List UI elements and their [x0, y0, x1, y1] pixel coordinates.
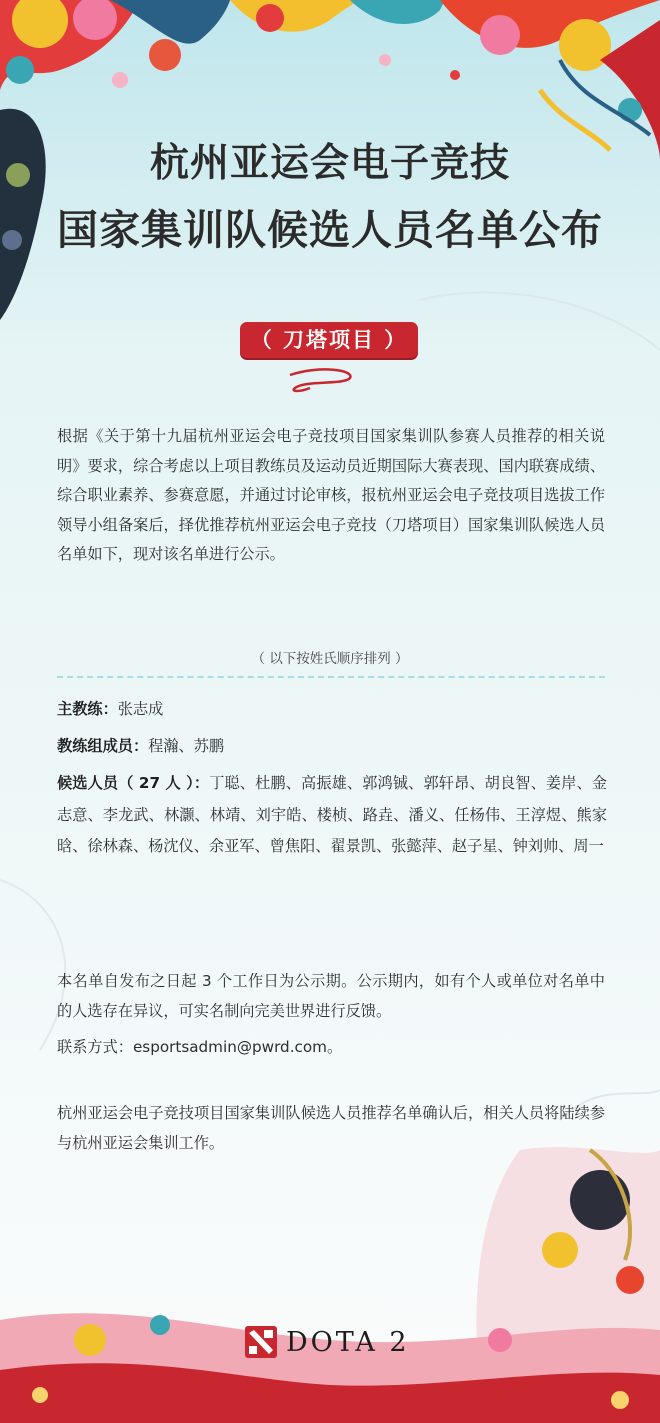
coach-group-names: 程瀚、苏鹏 — [148, 736, 225, 755]
dashed-divider — [57, 676, 605, 678]
intro-paragraph: 根据《关于第十九届杭州亚运会电子竞技项目国家集训队参赛人员推荐的相关说明》要求，综合考虑以上项目教练员及运动员近期国际大赛表现、国内联赛成绩、综合职业素养、参赛意愿，并通过讨论审核，报杭州亚运会电子竞技项目选拔工作领导小组备案后，择优推荐杭州亚运会电子竞技（刀塔项目）国家集训队候选人员名单如下，现对该名单进行公示。 — [57, 427, 605, 563]
publicity-period-paragraph: 本名单自发布之日起 3 个工作日为公示期。公示期内，如有个人或单位对名单中的人选存在异议，可实名制向完美世界进行反馈。 — [57, 972, 605, 1020]
category-badge: （ 刀塔项目 ） — [240, 322, 418, 358]
coach-group-row — [57, 732, 607, 762]
dota2-logo — [244, 1325, 410, 1359]
head-coach-label: 主教练： — [57, 700, 118, 718]
page-title-line-2: 国家集训队候选人员名单公布 — [57, 206, 603, 254]
coach-group-label: 教练组成员： — [57, 736, 149, 755]
candidates-row — [57, 768, 607, 863]
page-title-line-1: 杭州亚运会电子竞技 — [149, 141, 510, 186]
candidates-names: 丁聪、杜鹏、高振雄、郭鸿铖、郭轩昂、胡良智、姜岸、金志意、李龙武、林灏、林靖、刘宇皓、楼桢、路垚、潘义、任杨伟、王淳煜、熊家晗、徐林森、杨沈仪、余亚军、曾焦阳、翟景凯、张懿萍、赵子星、钟刘帅、周一 — [57, 774, 607, 855]
head-coach-name: 张志成 — [117, 700, 164, 718]
head-coach-row — [57, 695, 607, 725]
candidates-label: 候选人员（ 27 人 ）： — [57, 774, 210, 792]
dota-logo-icon — [244, 1325, 278, 1359]
order-note: （ 以下按姓氏顺序排列 ） — [251, 651, 409, 667]
contact-line: 联系方式：esportsadmin@pwrd.com。 — [57, 1038, 343, 1056]
roster-section — [57, 695, 607, 870]
follow-up-paragraph: 杭州亚运会电子竞技项目国家集训队候选人员推荐名单确认后，相关人员将陆续参与杭州亚运会集训工作。 — [57, 1104, 605, 1152]
dota2-logo-text: DOTA 2 — [286, 1326, 410, 1358]
